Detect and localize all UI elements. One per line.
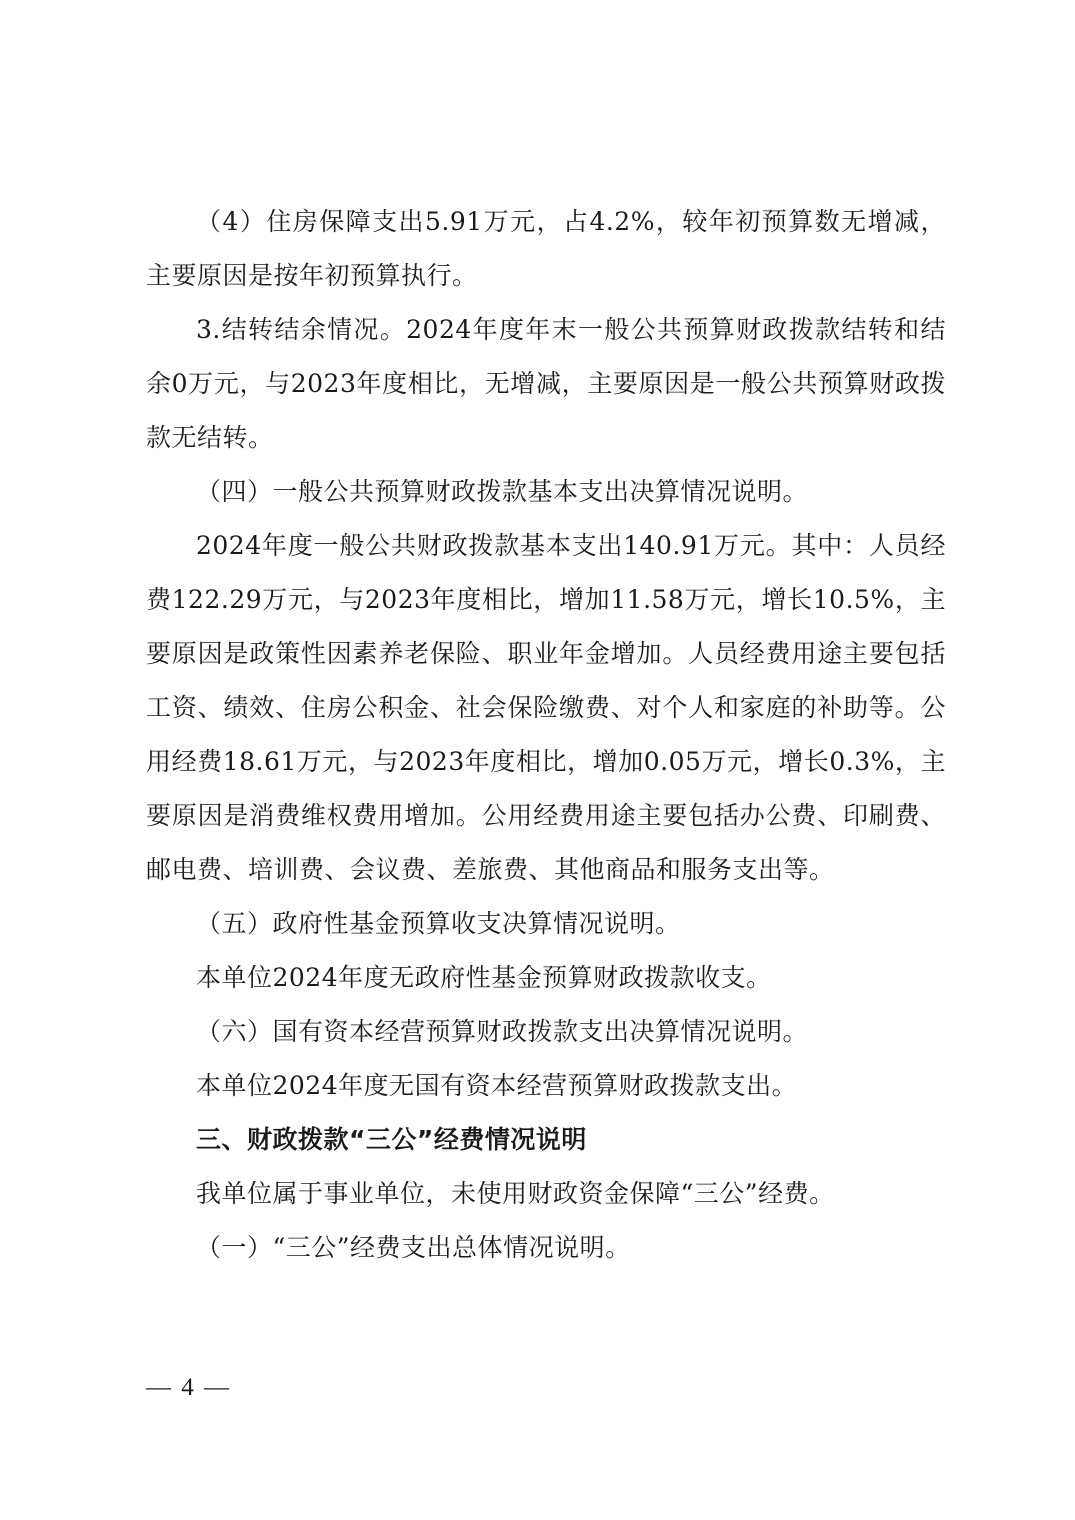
page-number: — 4 — <box>146 1374 231 1401</box>
section-heading-three-public: 三、财政拨款“三公”经费情况说明 <box>196 1125 587 1154</box>
section-heading-three-public-overall: （一）“三公”经费支出总体情况说明。 <box>196 1233 631 1262</box>
paragraph-three-public: 我单位属于事业单位，未使用财政资金保障“三公”经费。 <box>196 1179 835 1208</box>
page-body <box>146 195 946 1275</box>
paragraph-housing-expense: （4）住房保障支出5.91万元，占4.2%，较年初预算数无增减，主要原因是按年初预算执行。 <box>146 207 946 290</box>
section-heading-basic-expenditure: （四）一般公共预算财政拨款基本支出决算情况说明。 <box>196 477 809 506</box>
section-heading-government-fund: （五）政府性基金预算收支决算情况说明。 <box>196 909 681 938</box>
paragraph-government-fund: 本单位2024年度无政府性基金预算财政拨款收支。 <box>196 963 772 992</box>
paragraph-state-capital: 本单位2024年度无国有资本经营预算财政拨款支出。 <box>196 1071 798 1100</box>
paragraph-carryover-balance: 3.结转结余情况。2024年度年末一般公共预算财政拨款结转和结余0万元，与2023年度相比，无增减，主要原因是一般公共预算财政拨款无结转。 <box>146 315 946 452</box>
paragraph-basic-expenditure: 2024年度一般公共财政拨款基本支出140.91万元。其中：人员经费122.29万元，与2023年度相比，增加11.58万元，增长10.5%，主要原因是政策性因素养老保险、职业年金增加。人员经费用途主要包括工资、绩效、住房公积金、社会保险缴费、对个人和家庭的补助等。公用经费18.61万元，与2023年度相比，增加0.05万元，增长0.3%，主要原因是消费维权费用增加。公用经费用途主要包括办公费、印刷费、邮电费、培训费、会议费、差旅费、其他商品和服务支出等。 <box>146 531 946 884</box>
section-heading-state-capital: （六）国有资本经营预算财政拨款支出决算情况说明。 <box>196 1017 809 1046</box>
